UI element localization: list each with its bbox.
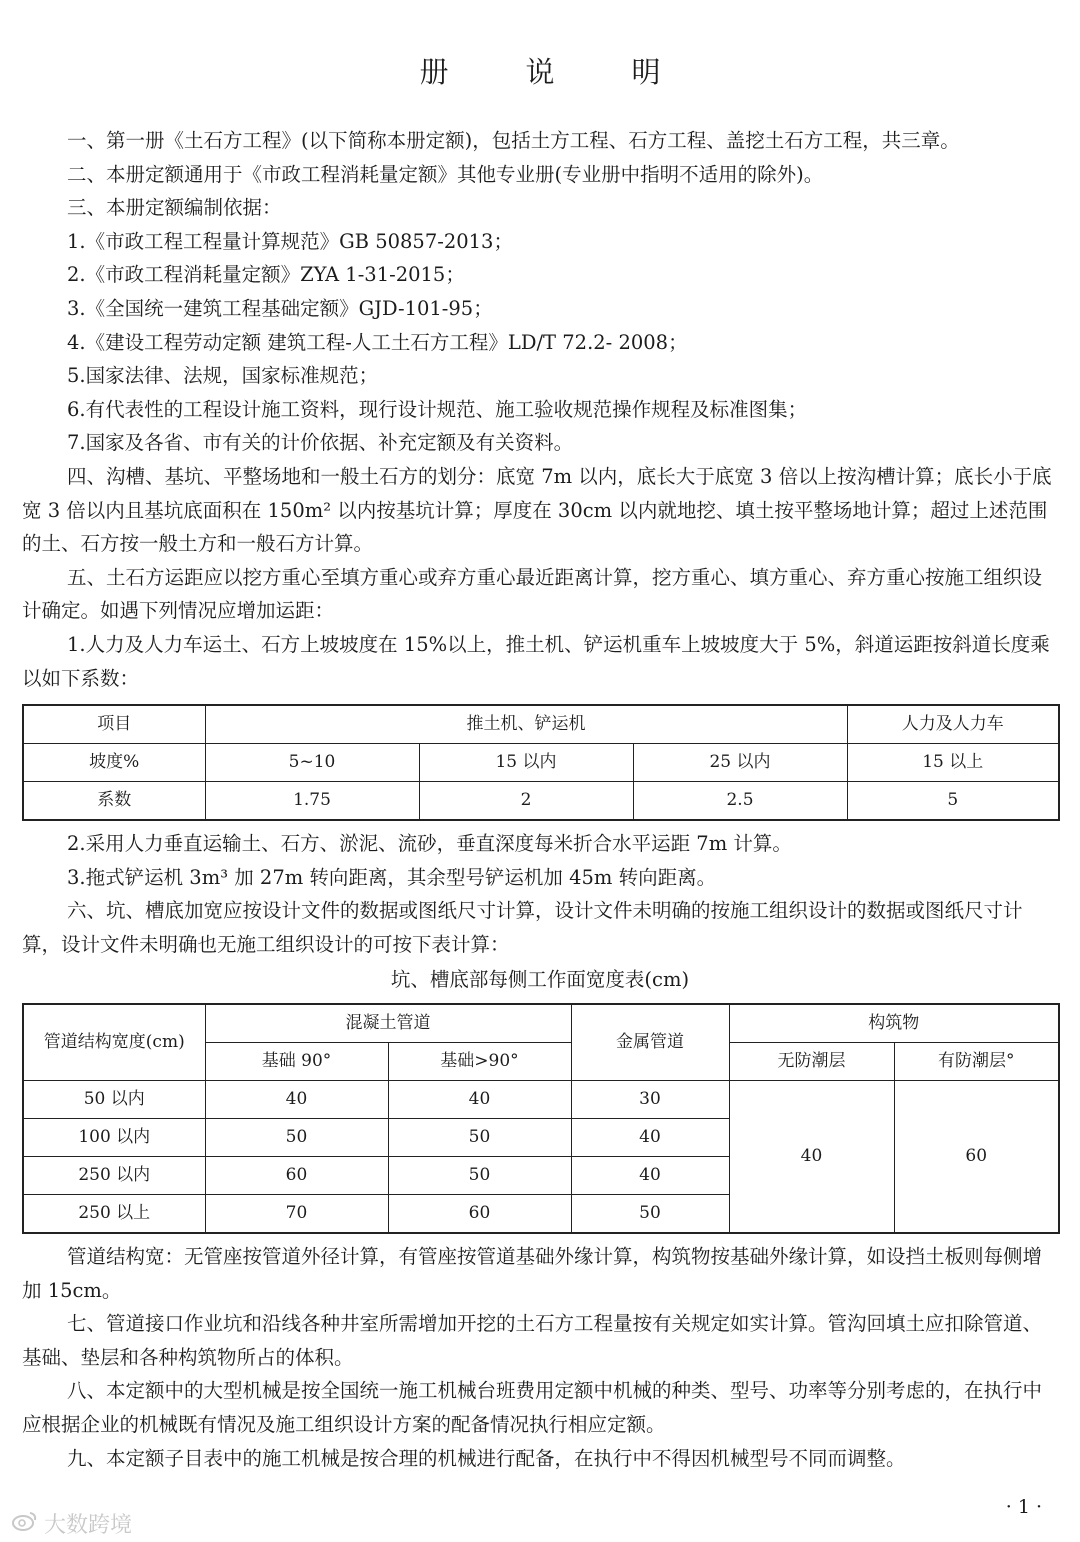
table-row — [23, 1081, 1059, 1119]
table-cell: 15 以内 — [419, 744, 633, 782]
table-header-damp: 有防潮层° — [894, 1043, 1059, 1081]
table-cell: 100 以内 — [23, 1119, 205, 1157]
table-caption: 坑、槽底部每侧工作面宽度表(cm) — [390, 968, 690, 992]
table-cell-struct-no-damp: 40 — [729, 1081, 894, 1234]
weibo-logo-icon — [12, 1510, 38, 1538]
table-header-machine: 推土机、铲运机 — [205, 705, 847, 744]
row-label: 坡度% — [23, 744, 205, 782]
paragraph-2: 二、本册定额通用于《市政工程消耗量定额》其他专业册(专业册中指明不适用的除外)。 — [67, 162, 824, 186]
paragraph-1: 一、第一册《土石方工程》(以下简称本册定额)，包括土方工程、石方工程、盖挖土石方工程，共三章。 — [67, 129, 960, 152]
table-cell: 250 以内 — [23, 1157, 205, 1195]
list-item: 7.国家及各省、市有关的计价依据、补充定额及有关资料。 — [67, 431, 574, 455]
slope-coefficient-table — [22, 704, 1060, 821]
paragraph-5-3: 3.拖式铲运机 3m³ 加 27m 转向距离，其余型号铲运机加 45m 转向距离。 — [67, 865, 717, 889]
table-row — [23, 744, 1059, 782]
table-cell: 40 — [571, 1119, 729, 1157]
table-cell: 50 — [571, 1195, 729, 1234]
table-cell: 70 — [205, 1195, 388, 1234]
table-cell: 2 — [419, 782, 633, 821]
table-cell: 1.75 — [205, 782, 419, 821]
paragraph-8: 八、本定额中的大型机械是按全国统一施工机械台班费用定额中机械的种类、型号、功率等分别考虑的，在执行中应根据企业的机械既有情况及施工组织设计方案的配备情况执行相应定额。 — [22, 1379, 1043, 1437]
paragraph-4: 四、沟槽、基坑、平整场地和一般土石方的划分：底宽 7m 以内，底长大于底宽 3 倍以上按沟槽计算；底长小于底宽 3 倍以内且基坑底面积在 150m² 以内按基坑计算；厚度在 30cm 以内就地挖、填土按平整场地计算；超过上述范围的土、石方按一般土方和一般石方计算。 — [22, 464, 1052, 556]
list-item: 4.《建设工程劳动定额 建筑工程-人工土石方工程》LD/T 72.2- 2008； — [67, 330, 688, 354]
table-cell: 60 — [205, 1157, 388, 1195]
table-cell: 25 以内 — [633, 744, 847, 782]
paragraph-6: 六、坑、槽底加宽应按设计文件的数据或图纸尺寸计算，设计文件未明确的按施工组织设计的数据或图纸尺寸计算，设计文件未明确也无施工组织设计的可按下表计算： — [22, 899, 1023, 956]
table-header-structure: 构筑物 — [729, 1004, 1059, 1043]
paragraph-5: 五、土石方运距应以挖方重心至填方重心或弃方重心最近距离计算，挖方重心、填方重心、弃方重心按施工组织设计确定。如遇下列情况应增加运距： — [22, 565, 1043, 623]
watermark — [12, 1508, 132, 1539]
table-cell-struct-damp: 60 — [894, 1081, 1059, 1234]
row-label: 系数 — [23, 782, 205, 821]
table-cell: 40 — [571, 1157, 729, 1195]
paragraph-5-2: 2.采用人力垂直运输土、石方、淤泥、流砂，垂直深度每米折合水平运距 7m 计算。 — [67, 832, 792, 856]
list-item: 5.国家法律、法规，国家标准规范； — [67, 364, 379, 388]
table-cell: 40 — [388, 1081, 571, 1119]
page-title: 册 说 明 — [419, 55, 685, 89]
table-cell: 5 — [847, 782, 1059, 821]
table-cell: 30 — [571, 1081, 729, 1119]
table-cell: 50 — [205, 1119, 388, 1157]
table-cell: 40 — [205, 1081, 388, 1119]
table-header-base-90: 基础 90° — [205, 1043, 388, 1081]
paragraph-9: 九、本定额子目表中的施工机械是按合理的机械进行配备，在执行中不得因机械型号不同而调整。 — [67, 1446, 906, 1470]
list-item: 1.《市政工程工程量计算规范》GB 50857-2013； — [67, 229, 513, 253]
table-cell: 250 以上 — [23, 1195, 205, 1234]
table-cell: 50 — [388, 1157, 571, 1195]
table-cell: 15 以上 — [847, 744, 1059, 782]
paragraph-5-1: 1.人力及人力车运土、石方上坡坡度在 15%以上，推土机、铲运机重车上坡坡度大于 5%，斜道运距按斜道长度乘以如下系数： — [22, 632, 1050, 690]
page-number: · 1 · — [1005, 1496, 1042, 1518]
table-header-manual: 人力及人力车 — [847, 705, 1059, 744]
table-cell: 60 — [388, 1195, 571, 1234]
table-header-no-damp: 无防潮层 — [729, 1043, 894, 1081]
table-cell: 50 — [388, 1119, 571, 1157]
table-row — [23, 782, 1059, 821]
watermark-text: 大数跨境 — [44, 1513, 133, 1538]
paragraph-7: 七、管道接口作业坑和沿线各种井室所需增加开挖的土石方工程量按有关规定如实计算。管沟回填土应扣除管道、基础、垫层和各种构筑物所占的体积。 — [22, 1312, 1043, 1369]
document-body — [22, 124, 1058, 1475]
table-cell: 50 以内 — [23, 1081, 205, 1119]
work-width-table — [22, 1003, 1060, 1234]
paragraph-6-note: 管道结构宽：无管座按管道外径计算，有管座按管道基础外缘计算，构筑物按基础外缘计算，如设挡土板则每侧增加 15cm。 — [22, 1245, 1043, 1302]
table-header-base-gt90: 基础>90° — [388, 1043, 571, 1081]
paragraph-3: 三、本册定额编制依据： — [67, 196, 282, 220]
table-header-width: 管道结构宽度(cm) — [23, 1004, 205, 1081]
table-cell: 2.5 — [633, 782, 847, 821]
table-header-metal: 金属管道 — [571, 1004, 729, 1081]
table-header-item: 项目 — [23, 705, 205, 744]
list-item: 6.有代表性的工程设计施工资料，现行设计规范、施工验收规范操作规程及标准图集； — [67, 397, 808, 421]
list-item: 2.《市政工程消耗量定额》ZYA 1-31-2015； — [67, 263, 465, 287]
table-header-concrete: 混凝土管道 — [205, 1004, 571, 1043]
list-item: 3.《全国统一建筑工程基础定额》GJD-101-95； — [67, 296, 493, 320]
table-cell: 5~10 — [205, 744, 419, 782]
